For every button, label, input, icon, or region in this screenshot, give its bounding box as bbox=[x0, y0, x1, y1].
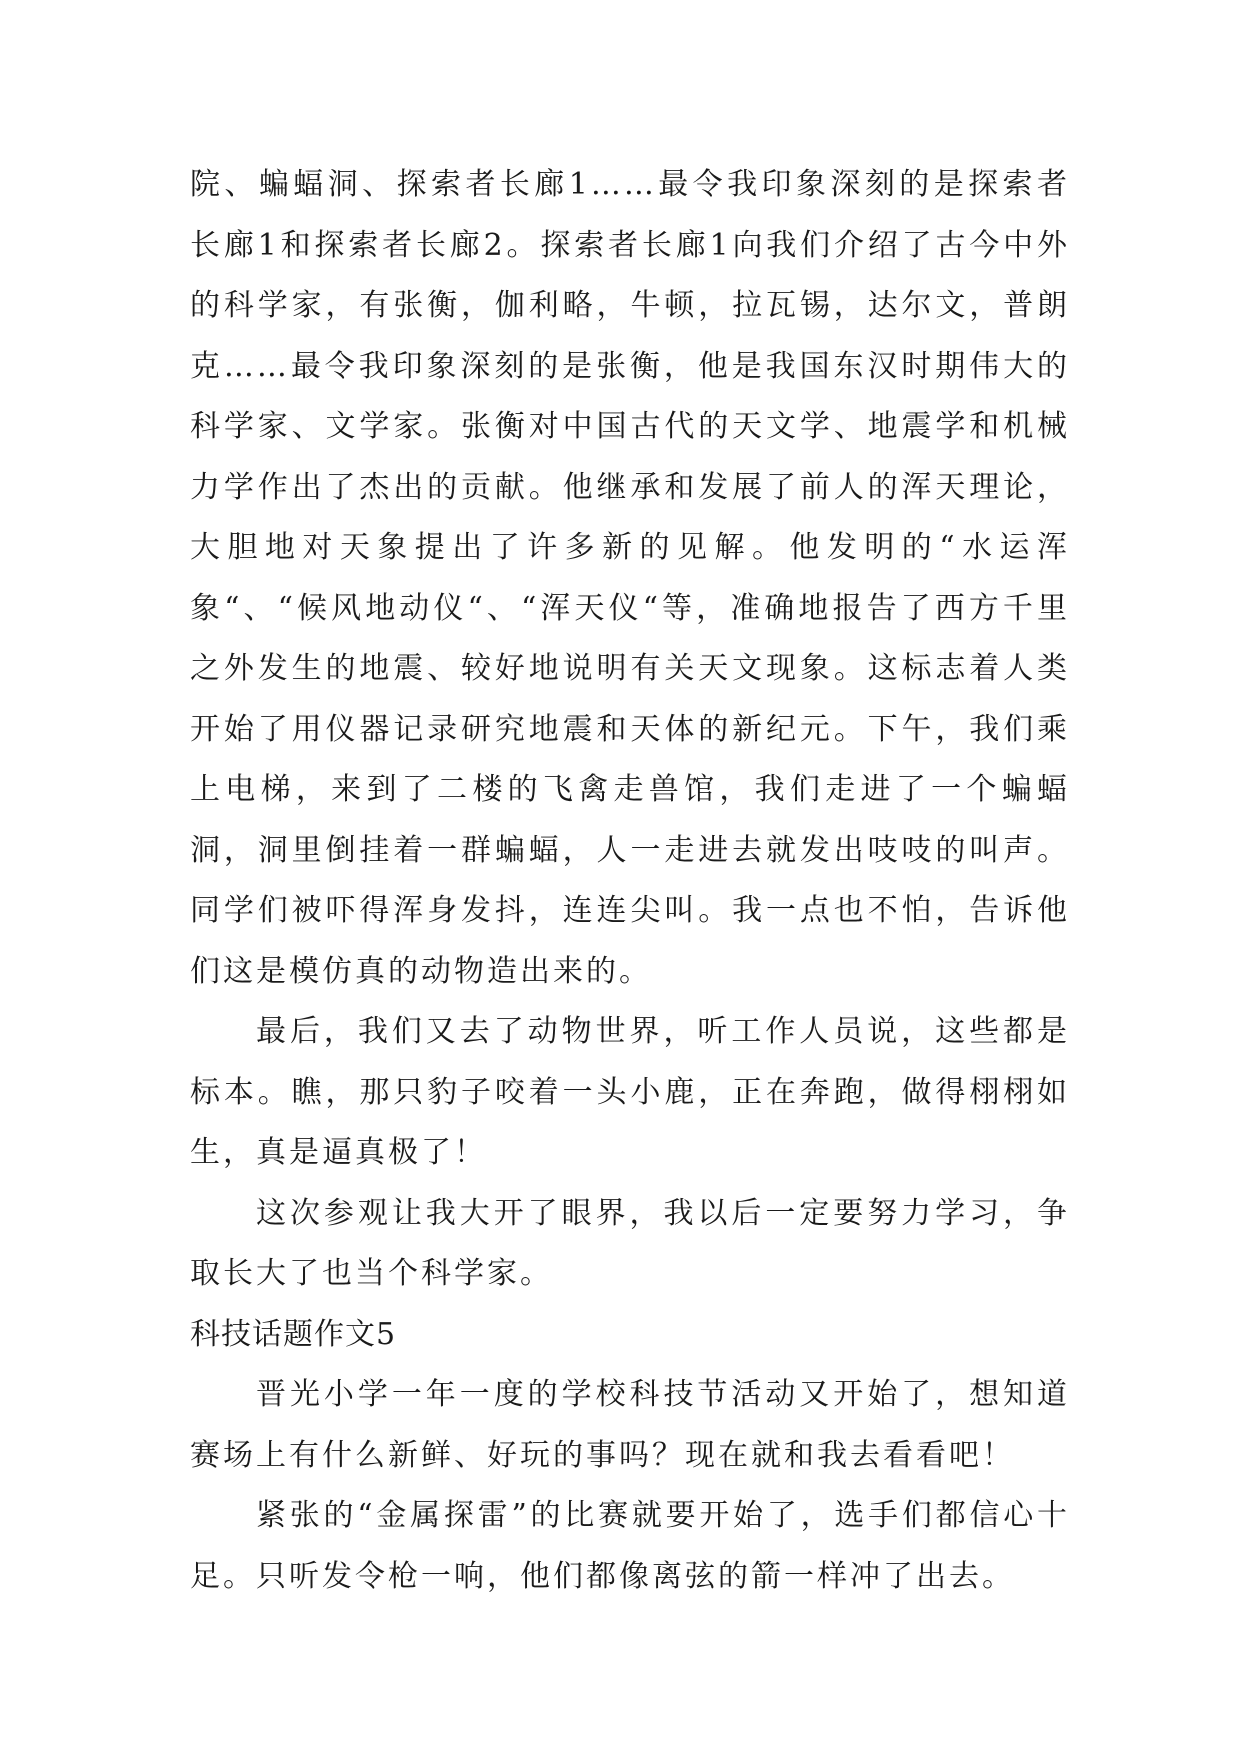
paragraph-continued: 院、蝙蝠洞、探索者长廊1……最令我印象深刻的是探索者长廊1和探索者长廊2。探索者长廊1向我们介绍了古今中外的科学家，有张衡，伽利略，牛顿，拉瓦锡，达尔文，普朗克……最令我印象深刻的是张衡，他是我国东汉时期伟大的科学家、文学家。张衡对中国古代的天文学、地震学和机械力学作出了杰出的贡献。他继承和发展了前人的浑天理论，大胆地对天象提出了许多新的见解。他发明的“水运浑象“、“候风地动仪“、“浑天仪“等，准确地报告了西方千里之外发生的地震、较好地说明有关天文现象。这标志着人类开始了用仪器记录研究地震和天体的新纪元。下午，我们乘上电梯，来到了二楼的飞禽走兽馆，我们走进了一个蝙蝠洞，洞里倒挂着一群蝙蝠，人一走进去就发出吱吱的叫声。同学们被吓得浑身发抖，连连尖叫。我一点也不怕，告诉他们这是模仿真的动物造出来的。 bbox=[190, 167, 1070, 989]
paragraph-metal-mine-race: 紧张的“金属探雷”的比赛就要开始了，选手们都信心十足。只听发令枪一响，他们都像离弦的箭一样冲了出去。 bbox=[190, 1498, 1070, 1594]
paragraph-conclusion: 这次参观让我大开了眼界，我以后一定要努力学习，争取长大了也当个科学家。 bbox=[190, 1195, 1070, 1291]
paragraph-animal-world: 最后，我们又去了动物世界，听工作人员说，这些都是标本。瞧，那只豹子咬着一头小鹿，正在奔跑，做得栩栩如生，真是逼真极了！ bbox=[190, 1014, 1070, 1170]
section-heading: 科技话题作文5 bbox=[190, 1316, 397, 1352]
paragraph-tech-festival-intro: 晋光小学一年一度的学校科技节活动又开始了，想知道赛场上有什么新鲜、好玩的事吗？现在就和我去看看吧！ bbox=[190, 1377, 1070, 1473]
document-body bbox=[190, 155, 1070, 1607]
